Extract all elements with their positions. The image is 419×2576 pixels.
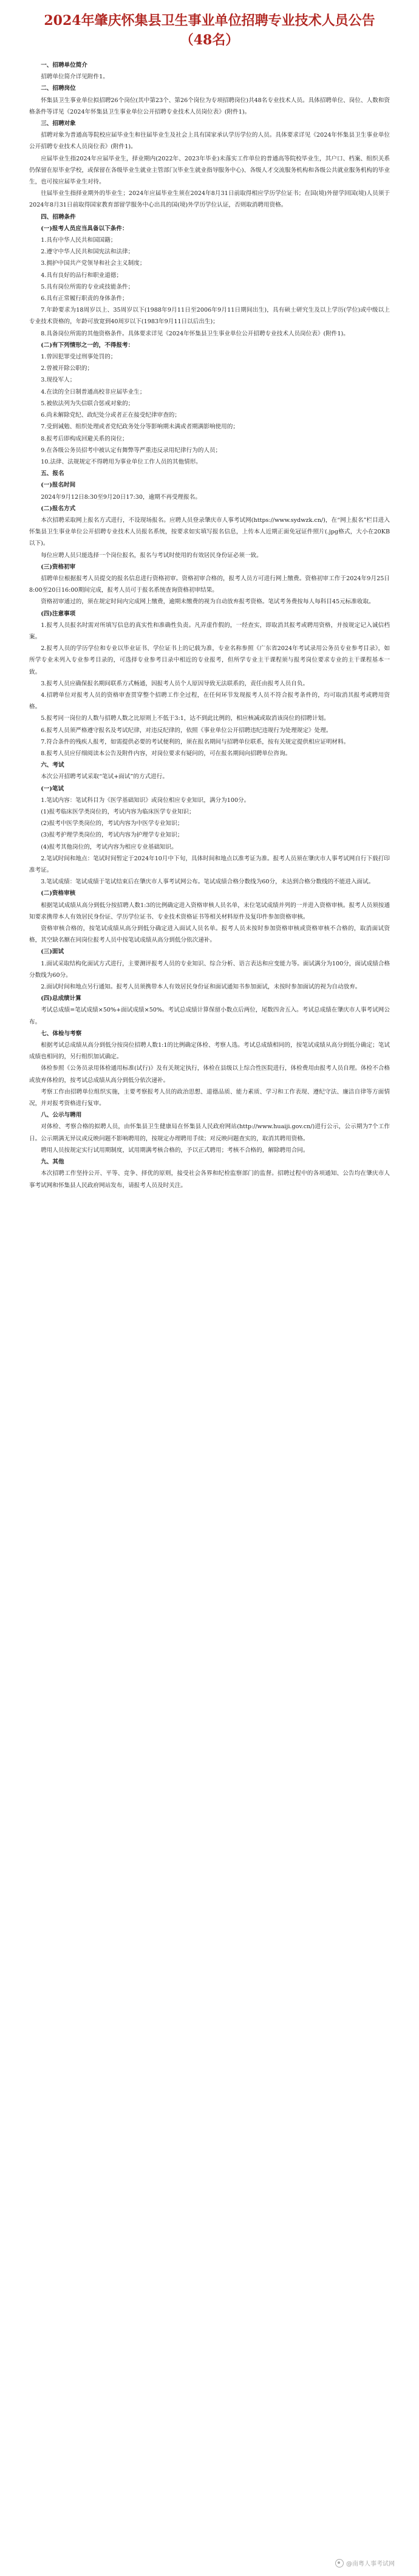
body-paragraph: 10.法律、法规规定不得聘用为事业单位工作人员的其他情形。	[41, 458, 202, 465]
body-paragraph: 根据笔试成绩从高分到低分按招聘人数1:3的比例确定进入资格审核人员名单，末位笔试成绩并列的一并进入资格审核。报考人员须按通知要求携带本人有效居民身份证、学历学位证书、专业技术资格证书等相关材料原件及复印件参加资格审核。	[29, 902, 390, 920]
body-paragraph: 3.报考人员应确保报名期间联系方式畅通，因报考人员个人原因导致无法联系的，责任由报考人员自负。	[41, 680, 309, 687]
body-paragraph: 7.年龄要求为18周岁以上、35周岁以下(1988年9月11日至2006年9月11日期间出生)，具有硕士研究生及以上学历(学位)或中级以上专业技术资格的，年龄可放宽到40周岁以下(1983年9月11日以后出生)；	[29, 307, 390, 326]
weibo-logo-icon	[335, 2559, 344, 2567]
body-paragraph: 1.笔试内容：笔试科目为《医学基础知识》或岗位相应专业知识，满分为100分。	[41, 796, 250, 804]
body-paragraph: 2.遵守中华人民共和国宪法和法律；	[41, 248, 134, 256]
subsection-heading: (一)报名时间	[41, 482, 76, 489]
body-paragraph: 对体检、考察合格的拟聘人员，由怀集县卫生健康局在怀集县人民政府网站(http://www.huaiji.gov.cn/)进行公示，公示期为7个工作日。公示期满无异议或反映问题不影响聘用的，按规定办理聘用手续；对反映问题查实的，取消其聘用资格。	[29, 1123, 390, 1142]
body-paragraph: 1.面试采取结构化面试方式进行，主要测评报考人员的专业知识、综合分析、语言表达和应变能力等。面试满分为100分，面试成绩合格分数线为60分。	[29, 960, 390, 979]
body-paragraph: 8.具备岗位所需的其他资格条件。具体要求详见《2024年怀集县卫生事业单位公开招聘专业技术人员岗位表》(附件1)。	[41, 330, 349, 337]
section-heading: 八、公示与聘用	[41, 1112, 82, 1119]
body-paragraph: 5.被依法列为失信联合惩戒对象的；	[41, 400, 134, 407]
body-paragraph: 6.具有正常履行职责的身体条件；	[41, 295, 128, 303]
body-paragraph: 5.具有岗位所需的专业或技能条件；	[41, 283, 134, 290]
body-paragraph: 1.具有中华人民共和国国籍；	[41, 237, 117, 244]
body-paragraph: 2.面试时间和地点另行通知。报考人员须携带本人有效居民身份证和面试通知书参加面试，未按时参加面试的视为自动放弃。	[41, 984, 361, 991]
body-paragraph: 1.报考人员报名时需对所填写信息的真实性和准确性负责。凡弄虚作假的，一经查实，即取消其报考或聘用资格，并按规定记入诚信档案。	[29, 622, 390, 640]
section-heading: 七、体检与考察	[41, 1030, 82, 1037]
body-paragraph: 体检参照《公务员录用体检通用标准(试行)》及有关规定执行，体检在县级以上综合性医院进行，体检费用由报考人员自理。体检不合格或放弃体检的，按考试总成绩从高分到低分依次递补。	[29, 1065, 390, 1084]
body-paragraph: 应届毕业生指2024年应届毕业生，择业期内(2022年、2023年毕业)未落实工作单位的普通高等院校毕业生，其户口、档案、组织关系仍保留在原毕业学校，或保留在各级毕业生就业主管部门(毕业生就业指导服务中心)、各级人才交流服务机构和各级公共就业服务机构的毕业生，也可按应届毕业生对待。	[29, 155, 390, 186]
body-paragraph: 4.在读的全日制普通高校非应届毕业生；	[41, 388, 146, 396]
body-paragraph: 9.在各级公务员招考中被认定有舞弊等严重违反录用纪律行为的人员；	[41, 447, 222, 454]
body-paragraph: 考察工作由招聘单位组织实施，主要考察报考人员的政治思想、道德品质、能力素质、学习和工作表现、遵纪守法、廉洁自律等方面情况，并对报考资格进行复审。	[29, 1088, 390, 1108]
body-paragraph: 招聘单位根据报考人员提交的报名信息进行资格初审。资格初审合格的，报考人员方可进行网上缴费。资格初审工作于2024年9月25日8:00至20日16:00期间完成，报考人员可于报名系统查询资格初审结果。	[29, 575, 390, 594]
body-paragraph: 资格审核合格的，按笔试成绩从高分到低分确定进入面试人员名单。报考人员未按时参加资格审核或资格审核不合格的，取消面试资格，其空缺名额在同岗位报考人员中按笔试成绩从高分到低分依次递补。	[29, 925, 390, 944]
body-paragraph: 招聘对象为普通高等院校应届毕业生和往届毕业生及社会上具有国家承认学历学位的人员。具体要求详见《2024年怀集县卫生事业单位公开招聘专业技术人员岗位表》(附件1)。	[29, 132, 390, 151]
body-paragraph: 2024年9月12日8:30至9月20日17:30，逾期不再受理报名。	[41, 493, 201, 501]
body-paragraph: 4.具有良好的品行和职业道德；	[41, 272, 123, 279]
body-paragraph: 往届毕业生指择业期外的毕业生；2024年应届毕业生须在2024年8月31日前取得相应学历学位证书；在国(境)外留学回国(境)人员须于2024年8月31日前取得国家教育部留学服务中心出具的国(境)外学历学位认证，否则取消聘用资格。	[29, 190, 390, 209]
body-paragraph: (4)报考其他岗位的，考试内容为相应专业基础知识。	[41, 843, 177, 851]
announcement-title: 2024年肇庆怀集县卫生事业单位招聘专业技术人员公告（48名）	[44, 13, 375, 48]
body-paragraph: 本次招聘工作坚持公开、平等、竞争、择优的原则，接受社会各界和纪检监察部门的监督。招聘过程中的各项通知、公告均在肇庆市人事考试网和怀集县人民政府网站发布，请报考人员及时关注。	[29, 1170, 390, 1189]
body-paragraph: 3.拥护中国共产党领导和社会主义制度；	[41, 260, 146, 267]
body-paragraph: 5.报考同一岗位的人数与招聘人数之比原则上不低于3:1，达不到此比例的，相应核减或取消该岗位的招聘计划。	[41, 715, 330, 722]
section-heading: 六、考试	[41, 762, 64, 769]
subsection-heading: (三)资格初审	[41, 563, 76, 570]
subsection-heading: (四)注意事项	[41, 610, 76, 617]
subsection-heading: (二)报名方式	[41, 505, 76, 512]
body-paragraph: 每位应聘人员只能选择一个岗位报名，报名与考试时使用的有效居民身份证必须一致。	[41, 552, 262, 559]
subsection-heading: (一)笔试	[41, 785, 64, 792]
body-paragraph: 资格初审通过的，须在规定时间内完成网上缴费，逾期未缴费的视为自动放弃报考资格。笔试考务费按每人每科目45元标准收取。	[41, 598, 375, 606]
body-paragraph: 2.笔试时间和地点：笔试时间暂定于2024年10月中下旬，具体时间和地点以准考证为准。报考人员须在肇庆市人事考试网自行下载打印准考证。	[29, 855, 390, 874]
watermark-text: @南粤人事考试网	[346, 2561, 395, 2567]
body-paragraph: 7.符合条件的残疾人报考，如需提供必要的考试便利的，须在报名期间与招聘单位联系，按有关规定提供相应证明材料。	[41, 738, 350, 745]
body-paragraph: 3.现役军人；	[41, 377, 76, 384]
watermark	[335, 2558, 395, 2567]
subsection-heading: (一)报考人员应当具备以下条件：	[41, 225, 128, 232]
subsection-heading: (二)资格审核	[41, 890, 76, 897]
body-paragraph: 3.笔试成绩：笔试成绩于笔试结束后在肇庆市人事考试网公布。笔试成绩合格分数线为60分，未达到合格分数线的不能进入面试。	[41, 879, 375, 886]
body-paragraph: 招聘单位简介详见附件1。	[41, 74, 109, 81]
section-heading: 五、报名	[41, 470, 64, 478]
body-paragraph: 6.报考人员须严格遵守报名及考试纪律，对违反纪律的，依照《事业单位公开招聘违纪违规行为处理规定》处理。	[41, 727, 332, 734]
body-paragraph: 1.曾因犯罪受过刑事处罚的；	[41, 354, 117, 361]
body-paragraph: (3)报考护理学类岗位的，考试内容为护理学专业知识；	[41, 832, 183, 839]
section-heading: 二、招聘岗位	[41, 85, 76, 92]
section-heading: 九、其他	[41, 1159, 64, 1166]
body-paragraph: (1)报考临床医学类岗位的，考试内容为临床医学专业知识；	[41, 809, 195, 815]
body-paragraph: 8.报考后即构成回避关系的岗位；	[41, 435, 128, 442]
section-heading: 一、招聘单位简介	[41, 62, 87, 69]
section-heading: 三、招聘对象	[41, 120, 76, 128]
body-paragraph: 本次公开招聘考试采取“笔试+面试”的方式进行。	[41, 773, 168, 781]
body-paragraph: 4.招聘单位对报考人员的资格审查贯穿整个招聘工作全过程，在任何环节发现报考人员不符合报考条件的，均可取消其报考或聘用资格。	[29, 691, 390, 711]
body-paragraph: 2.报考人员的学历学位和专业以毕业证书、学位证书上的记载为准，专业名称参照《广东省2024年考试录用公务员专业参考目录》，如所学专业未列入专业参考目录的，可选择专业参考目录中相近的专业报考，但所学专业主干课程须与报考岗位要求专业的主干课程基本一致。	[29, 645, 390, 676]
announcement-body	[29, 60, 390, 1191]
subsection-heading: (二)有下列情形之一的，不得报考：	[41, 341, 134, 349]
body-paragraph: 2.曾被开除公职的；	[41, 365, 94, 372]
body-paragraph: 6.尚未解除党纪、政纪处分或者正在接受纪律审查的；	[41, 412, 180, 419]
body-paragraph: 8.报考人员应仔细阅读本公告及附件内容，对岗位要求有疑问的，可在报名期间向招聘单位咨询。	[41, 750, 291, 757]
body-paragraph: 怀集县卫生事业单位拟招聘26个岗位(其中第23个、第26个岗位为专项招聘岗位)共48名专业技术人员。具体招聘单位、岗位、人数和资格条件等详见《2024年怀集县卫生事业单位公开招聘专业技术人员岗位表》(附件1)。	[29, 97, 390, 115]
body-paragraph: 考试总成绩=笔试成绩×50%+面试成绩×50%。考试总成绩计算保留小数点后两位，尾数四舍五入。考试总成绩在肇庆市人事考试网公布。	[29, 1007, 390, 1026]
body-paragraph: 7.受到诫勉、组织处理或者党纪政务处分等影响期未满或者期满影响使用的；	[41, 423, 239, 431]
section-heading: 四、招聘条件	[41, 213, 76, 221]
body-paragraph: 本次招聘采取网上报名方式进行，不设现场报名。应聘人员登录肇庆市人事考试网(https://www.sydwzk.cn/)，在“网上报名”栏目进入怀集县卫生事业单位公开招聘专业技术人员报名系统，按要求如实填写报名信息，上传本人近期正面免冠证件照片(.jpg格式，大小在20KB以下)。	[29, 516, 390, 547]
body-paragraph: 根据考试总成绩从高分到低分按岗位招聘人数1:1的比例确定体检、考察人选。考试总成绩相同的，按笔试成绩从高分到低分确定；笔试成绩也相同的，另行组织加试确定。	[29, 1042, 390, 1061]
body-paragraph: 聘用人员按规定实行试用期制度，试用期满考核合格的，予以正式聘用；考核不合格的，解除聘用合同。	[41, 1146, 309, 1154]
subsection-heading: (三)面试	[41, 948, 64, 956]
body-paragraph: (2)报考中医学类岗位的，考试内容为中医学专业知识；	[41, 820, 183, 827]
subsection-heading: (四)总成绩计算	[41, 995, 81, 1002]
